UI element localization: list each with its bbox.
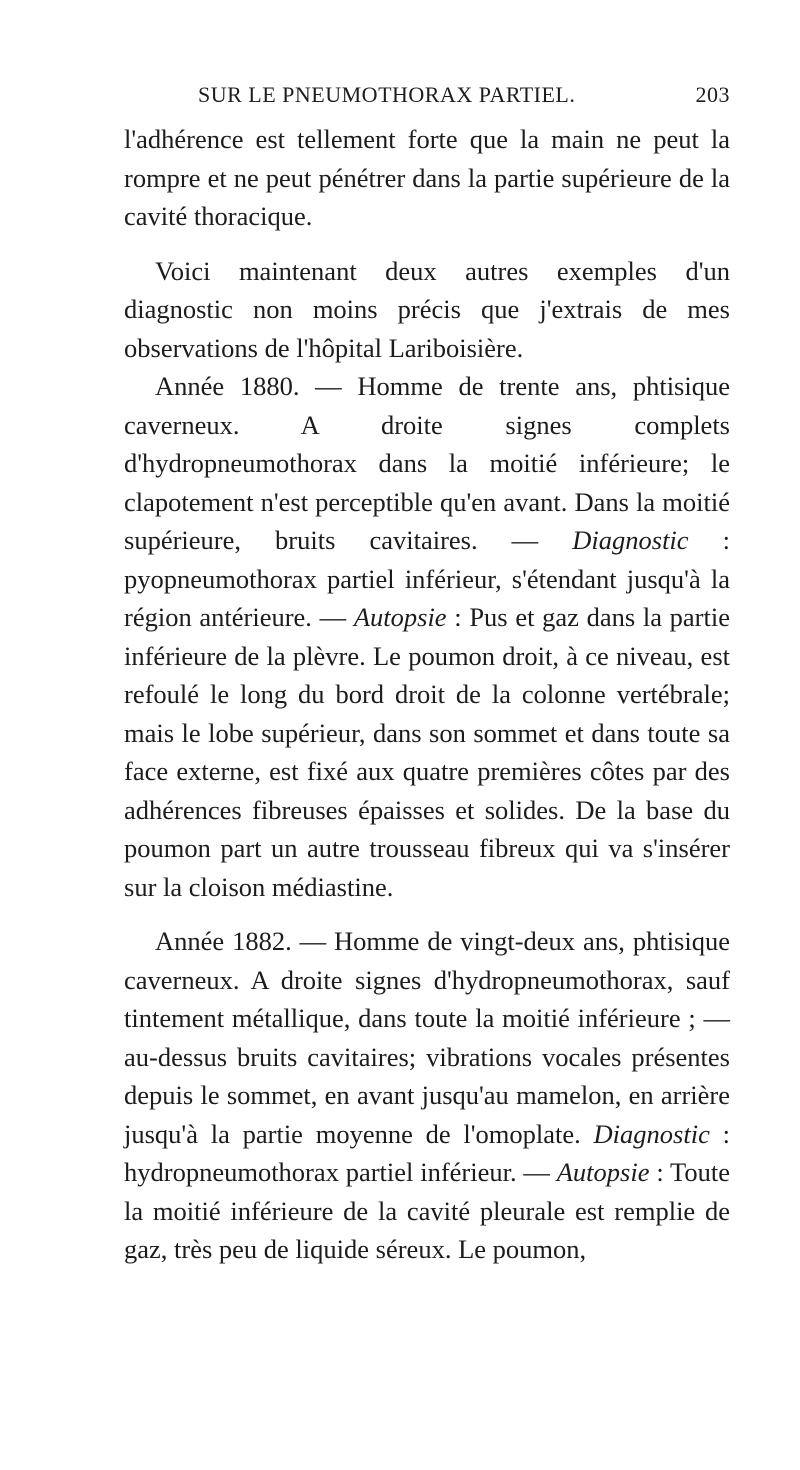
paragraph-case-1882 xyxy=(124,922,730,1269)
case-1882-diagnostic-label: Diagnostic xyxy=(593,1118,710,1149)
running-title: SUR LE PNEUMOTHORAX PARTIEL. xyxy=(198,82,576,107)
case-1882-autopsy: : Toute la moitié inférieure de la cavité pleurale est remplie de gaz, très peu de liquide séreux. Le poumon, xyxy=(124,1157,730,1264)
case-1882-autopsy-label: Autopsie xyxy=(556,1157,650,1187)
case-1882-history: Année 1882. — Homme de vingt-deux ans, phtisique caverneux. A droite signes d'hydropneumothorax, sauf tintement métallique, dans toute la moitié inférieure ; — au-dessus bruits cavitaires; vibrations vocales présentes depuis le sommet, en avant jusqu'au mamelon, en arrière jusqu'à la partie moyenne de l'omoplate. xyxy=(124,926,730,1149)
running-head xyxy=(126,82,730,112)
paragraph-introduction: Voici maintenant deux autres exemples d'un diagnostic non moins précis que j'extrais de mes observations de l'hôpital Lariboisière. xyxy=(124,255,730,363)
case-1880-autopsy-label: Autopsie xyxy=(353,602,447,632)
paragraph-case-1880 xyxy=(124,367,730,906)
case-1880-autopsy: : Pus et gaz dans la partie inférieure de la plèvre. Le poumon droit, à ce niveau, est refoulé le long du bord droit de la colonne vertébrale; mais le lobe supérieur, dans son sommet et dans toute sa face externe, est fixé aux quatre premières côtes par des adhérences fibreuses épaisses et solides. De la base du poumon part un autre trousseau fibreux qui va s'insérer sur la cloison médiastine. xyxy=(124,602,730,902)
body-text xyxy=(124,120,730,1269)
case-1880-diagnostic: : pyopneumothorax partiel inférieur, s'étendant jusqu'à la région antérieure. — xyxy=(124,525,730,632)
page-number: 203 xyxy=(695,82,730,107)
paragraph-continuation: l'adhérence est tellement forte que la main ne peut la rompre et ne peut pénétrer dans la partie supérieure de la cavité thoracique. xyxy=(124,124,730,231)
case-1880-history: Année 1880. — Homme de trente ans, phtisique caverneux. A droite signes complets d'hydropneumothorax dans la moitié inférieure; le clapotement n'est perceptible qu'en avant. Dans la moitié supérieure, bruits cavitaires. — xyxy=(124,371,730,555)
case-1880-diagnostic-label: Diagnostic xyxy=(572,525,689,555)
case-1882-diagnostic: : hydropneumothorax partiel inférieur. — xyxy=(124,1118,730,1187)
